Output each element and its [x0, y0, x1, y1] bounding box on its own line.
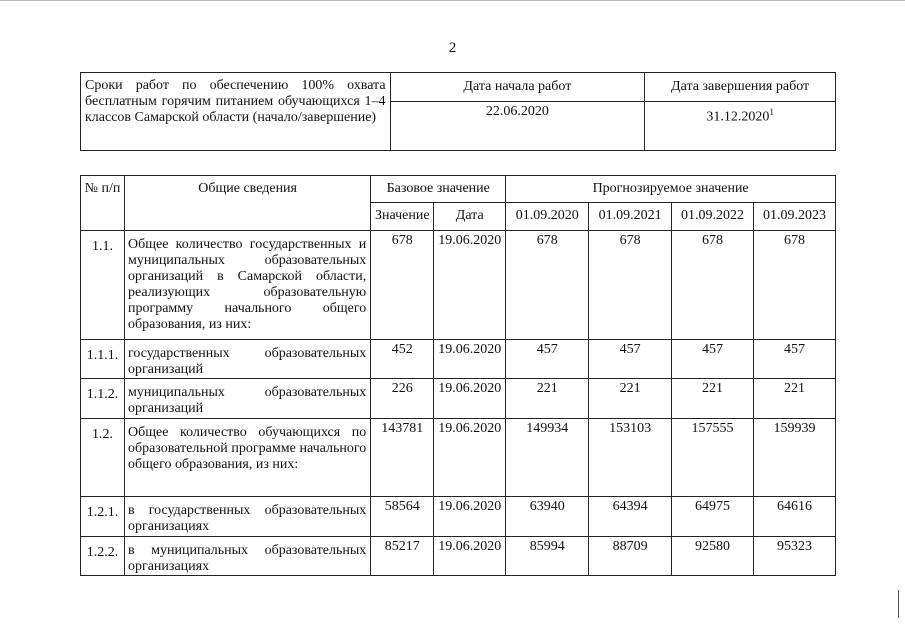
row-description: в государственных образовательных организациях	[124, 497, 370, 537]
header-year: 01.09.2021	[589, 203, 672, 231]
row-number: 1.2.2.	[81, 537, 125, 576]
row-forecast-value: 64616	[754, 497, 836, 537]
row-base-date: 19.06.2020	[434, 340, 506, 379]
header-num: № п/п	[81, 176, 125, 231]
start-date-value: 22.06.2020	[390, 102, 645, 151]
table-row	[81, 379, 836, 419]
row-forecast-value: 221	[589, 379, 672, 419]
row-forecast-value: 157555	[672, 419, 754, 497]
deadlines-table	[80, 72, 836, 151]
row-forecast-value: 678	[754, 231, 836, 340]
end-date-footnote: 1	[769, 107, 774, 117]
row-forecast-value: 88709	[589, 537, 672, 576]
row-forecast-value: 149934	[506, 419, 589, 497]
row-description: государственных образовательных организаций	[124, 340, 370, 379]
row-description: Общее количество обучающихся по образовательной программе начального общего образования, из них:	[124, 419, 370, 497]
header-base: Базовое значение	[371, 176, 506, 203]
row-forecast-value: 221	[672, 379, 754, 419]
row-forecast-value: 95323	[754, 537, 836, 576]
header-forecast: Прогнозируемое значение	[506, 176, 836, 203]
row-number: 1.1.1.	[81, 340, 125, 379]
row-base-date: 19.06.2020	[434, 497, 506, 537]
row-description: муниципальных образовательных организаций	[124, 379, 370, 419]
row-forecast-value: 153103	[589, 419, 672, 497]
row-base-value: 58564	[371, 497, 434, 537]
table-body	[81, 231, 836, 576]
row-number: 1.1.2.	[81, 379, 125, 419]
row-base-value: 226	[371, 379, 434, 419]
header-year: 01.09.2020	[506, 203, 589, 231]
row-number: 1.1.	[81, 231, 125, 340]
scan-right-edge-mark	[898, 590, 899, 618]
row-forecast-value: 63940	[506, 497, 589, 537]
row-forecast-value: 221	[506, 379, 589, 419]
row-forecast-value: 457	[672, 340, 754, 379]
header-base-value: Значение	[371, 203, 434, 231]
end-date-label: Дата завершения работ	[645, 73, 836, 102]
row-forecast-value: 678	[589, 231, 672, 340]
row-base-date: 19.06.2020	[434, 231, 506, 340]
row-description: Общее количество государственных и муниципальных образовательных организаций в Самарской области, реализующих образовательную программу начального общего образования, из них:	[124, 231, 370, 340]
deadlines-description: Сроки работ по обеспечению 100% охвата бесплатным горячим питанием обучающихся 1–4 классов Самарской области (начало/завершение)	[81, 73, 391, 151]
header-year: 01.09.2023	[754, 203, 836, 231]
row-base-value: 678	[371, 231, 434, 340]
row-base-value: 143781	[371, 419, 434, 497]
page-number: 2	[448, 40, 457, 56]
row-forecast-value: 457	[506, 340, 589, 379]
row-forecast-value: 92580	[672, 537, 754, 576]
table-row	[81, 340, 836, 379]
row-forecast-value: 64394	[589, 497, 672, 537]
scan-top-edge	[0, 0, 905, 1]
row-base-value: 452	[371, 340, 434, 379]
row-forecast-value: 221	[754, 379, 836, 419]
indicators-table	[80, 175, 836, 576]
end-date-cell	[645, 102, 836, 151]
table-row	[81, 537, 836, 576]
row-base-date: 19.06.2020	[434, 419, 506, 497]
header-year: 01.09.2022	[672, 203, 754, 231]
row-base-date: 19.06.2020	[434, 379, 506, 419]
row-forecast-value: 457	[589, 340, 672, 379]
header-general: Общие сведения	[124, 176, 370, 231]
row-forecast-value: 64975	[672, 497, 754, 537]
table-row	[81, 231, 836, 340]
row-base-date: 19.06.2020	[434, 537, 506, 576]
table-row	[81, 419, 836, 497]
row-forecast-value: 457	[754, 340, 836, 379]
row-base-value: 85217	[371, 537, 434, 576]
row-forecast-value: 678	[506, 231, 589, 340]
table-row	[81, 497, 836, 537]
row-forecast-value: 678	[672, 231, 754, 340]
start-date-label: Дата начала работ	[390, 73, 645, 102]
header-base-date: Дата	[434, 203, 506, 231]
row-description: в муниципальных образовательных организациях	[124, 537, 370, 576]
row-number: 1.2.1.	[81, 497, 125, 537]
row-forecast-value: 159939	[754, 419, 836, 497]
row-forecast-value: 85994	[506, 537, 589, 576]
end-date-value: 31.12.2020	[706, 109, 770, 125]
row-number: 1.2.	[81, 419, 125, 497]
